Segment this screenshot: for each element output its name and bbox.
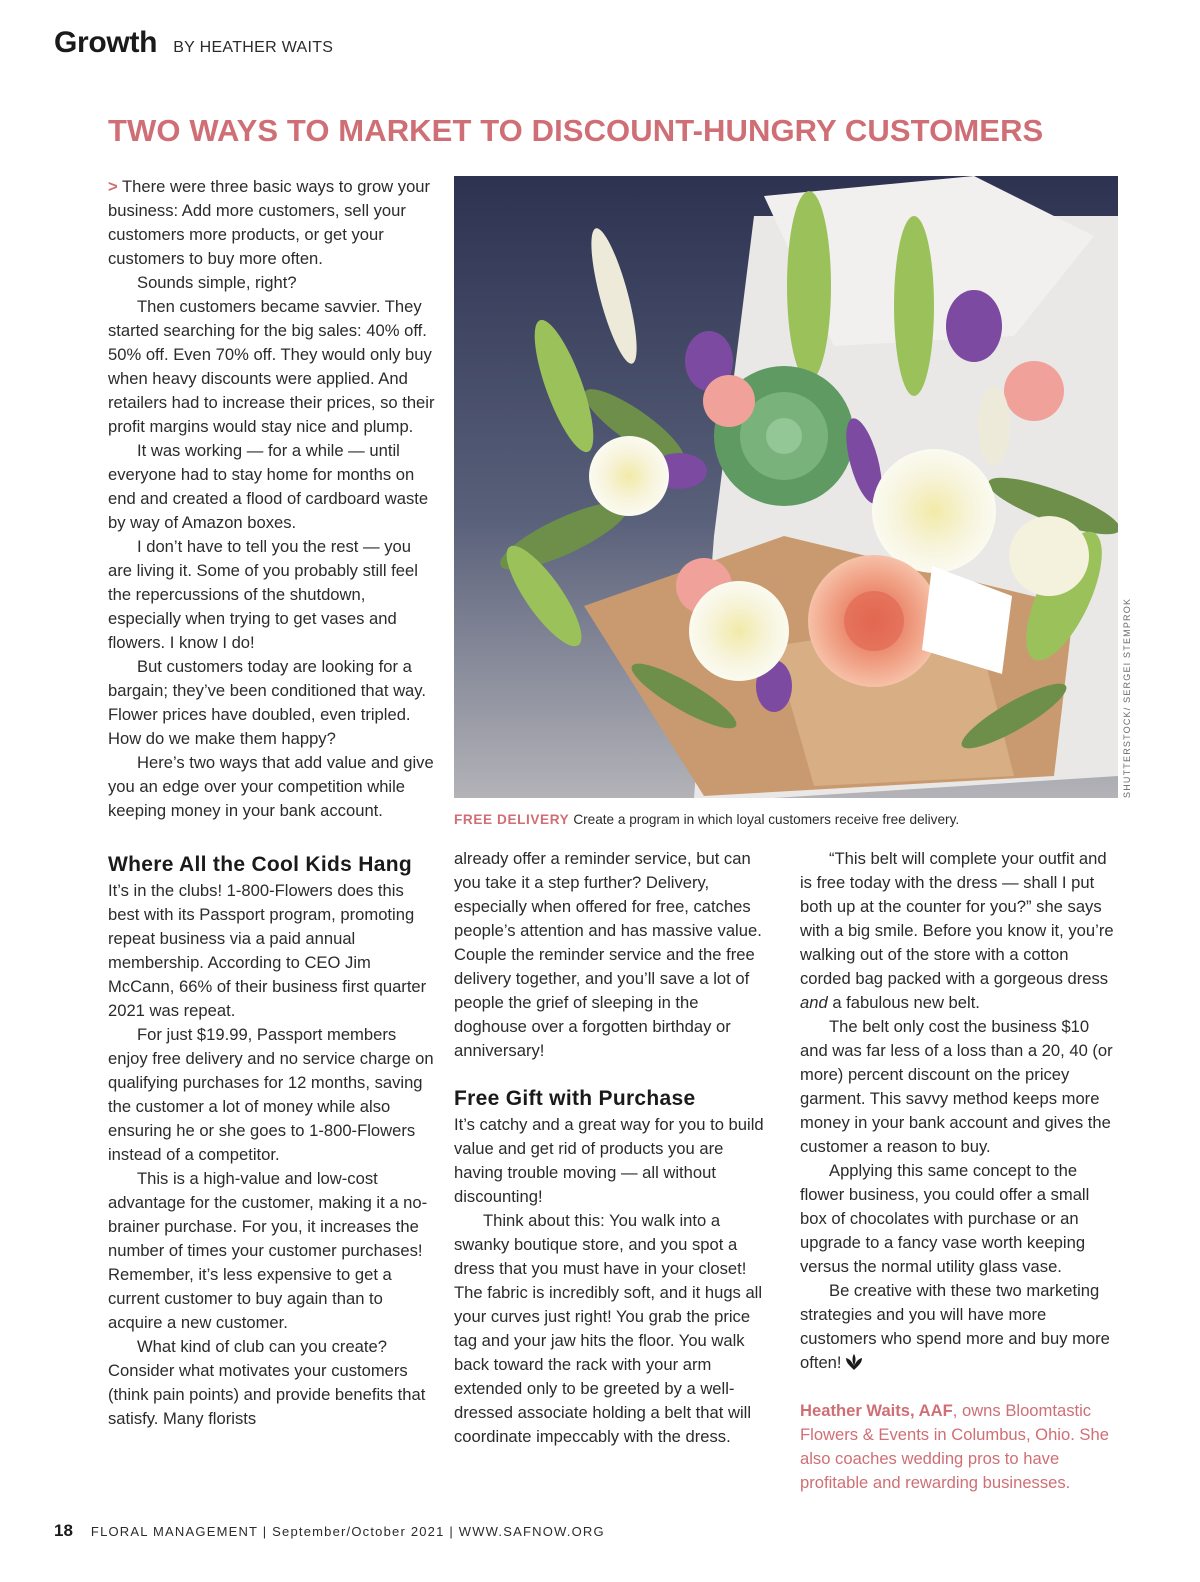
caption-label: FREE DELIVERY (454, 812, 570, 827)
paragraph: Think about this: You walk into a swanky boutique store, and you spot a dress that you must have in your closet! The fabric is incredibly soft, and it hugs all your curves just right! You grab the price tag and your jaw hits the floor. You walk back toward the rack with your arm extended only to be greeted by a well-dressed associate holding a belt that will coordinate impeccably with the dress. (454, 1211, 763, 1446)
caption-text: Create a program in which loyal customers receive free delivery. (573, 812, 960, 827)
paragraph: Then customers became savvier. They started searching for the big sales: 40% off. 50% off. Even 70% off. They would only buy when heavy discounts were applied. And retailers had to increase their prices, so their profit margins would stay nice and plump. (108, 297, 435, 436)
subheading-cool-kids: Where All the Cool Kids Hang (108, 853, 412, 876)
paragraph: Applying this same concept to the flower business, you could offer a small box of chocolates with purchase or an upgrade to a fancy vase worth keeping versus the normal utility glass vase. (800, 1161, 1090, 1276)
emphasis-text: and (800, 993, 828, 1012)
paragraph: What kind of club can you create? Consider what motivates your customers (think pain points) and provide benefits that satisfy. Many florists (108, 1337, 426, 1428)
intro-arrow-icon: > (108, 177, 118, 196)
paragraph: It was working — for a while — until everyone had to stay home for months on end and created a flood of cardboard waste by way of Amazon boxes. (108, 441, 429, 532)
paragraph (800, 847, 1120, 1015)
paragraph: This is a high-value and low-cost advantage for the customer, making it a no-brainer purchase. For you, it increases the number of times your customer purchases! Remember, it’s less expensive to get a current customer to buy again than to acquire a new customer. (108, 1169, 428, 1332)
paragraph: Here’s two ways that add value and give you an edge over your competition while keeping money in your bank account. (108, 753, 434, 820)
paragraph-text: Be creative with these two marketing strategies and you will have more customers who spend more and buy more often! (800, 1281, 1110, 1372)
paragraph (108, 175, 438, 271)
author-bio (800, 1399, 1120, 1495)
page-number: 18 (54, 1521, 73, 1540)
subheading-free-gift: Free Gift with Purchase (454, 1087, 696, 1110)
paragraph: already offer a reminder service, but can you take it a step further? Delivery, especially when offered for free, catches people’s attention and has massive value. Couple the reminder service and the free delivery together, and you’ll save a lot of people the grief of sleeping in the doghouse over a forgotten birthday or anniversary! (454, 849, 762, 1060)
column-2 (454, 847, 774, 1449)
section-header (54, 26, 333, 60)
paragraph: It’s in the clubs! 1-800-Flowers does this best with its Passport program, promoting repeat business via a paid annual membership. According to CEO Jim McCann, 66% of their business first quarter 2021 was repeat. (108, 881, 427, 1020)
author-bio-text: , owns Bloomtastic Flowers & Events in Columbus, Ohio. She also coaches wedding pros to have profitable and rewarding businesses. (800, 1401, 1109, 1492)
bouquet-photo (454, 176, 1118, 798)
paragraph: It’s catchy and a great way for you to build value and get rid of products you are having trouble moving — all without discounting! (454, 1115, 764, 1206)
section-name: Growth (54, 26, 158, 59)
paragraph-text: “This belt will complete your outfit and is free today with the dress — shall I put both up at the counter for you?” she says with a big smile. Before you know it, you’re walking out of the store with a cotton corded bag packed with a gorgeous dress (800, 849, 1114, 988)
paragraph: The belt only cost the business $10 and was far less of a loss than a 20, 40 (or more) percent discount on the pricey garment. This savvy method keeps more money in your bank account and gives the customer a reason to buy. (800, 1017, 1113, 1156)
column-3 (800, 847, 1120, 1495)
byline: BY HEATHER WAITS (173, 39, 334, 56)
flower-end-icon (844, 1353, 864, 1371)
page-footer (54, 1521, 605, 1541)
paragraph: Sounds simple, right? (137, 273, 297, 292)
author-name: Heather Waits, AAF (800, 1401, 953, 1420)
folio-text: FLORAL MANAGEMENT | September/October 2021 | WWW.SAFNOW.ORG (90, 1524, 605, 1539)
paragraph-text: There were three basic ways to grow your business: Add more customers, sell your customers more products, or get your customers to buy more often. (108, 177, 431, 268)
paragraph-text: a fabulous new belt. (832, 993, 980, 1012)
photo-caption (454, 812, 1118, 827)
paragraph (800, 1279, 1120, 1375)
article-headline: TWO WAYS TO MARKET TO DISCOUNT-HUNGRY CUSTOMERS (108, 113, 1044, 148)
paragraph: For just $19.99, Passport members enjoy free delivery and no service charge on qualifying purchases for 12 months, saving the customer a lot of money while also ensuring he or she goes to 1-800-Flowers instead of a competitor. (108, 1025, 434, 1164)
column-1 (108, 175, 438, 1431)
bouquet-illustration (454, 176, 1118, 798)
photo-credit: SHUTTERSTOCK/ SERGEI STEMPROK (1122, 597, 1132, 798)
paragraph: But customers today are looking for a bargain; they’ve been conditioned that way. Flower prices have doubled, even tripled. How do we make them happy? (108, 657, 426, 748)
paragraph: I don’t have to tell you the rest — you are living it. Some of you probably still feel the repercussions of the shutdown, especially when trying to get vases and flowers. I know I do! (108, 537, 418, 652)
